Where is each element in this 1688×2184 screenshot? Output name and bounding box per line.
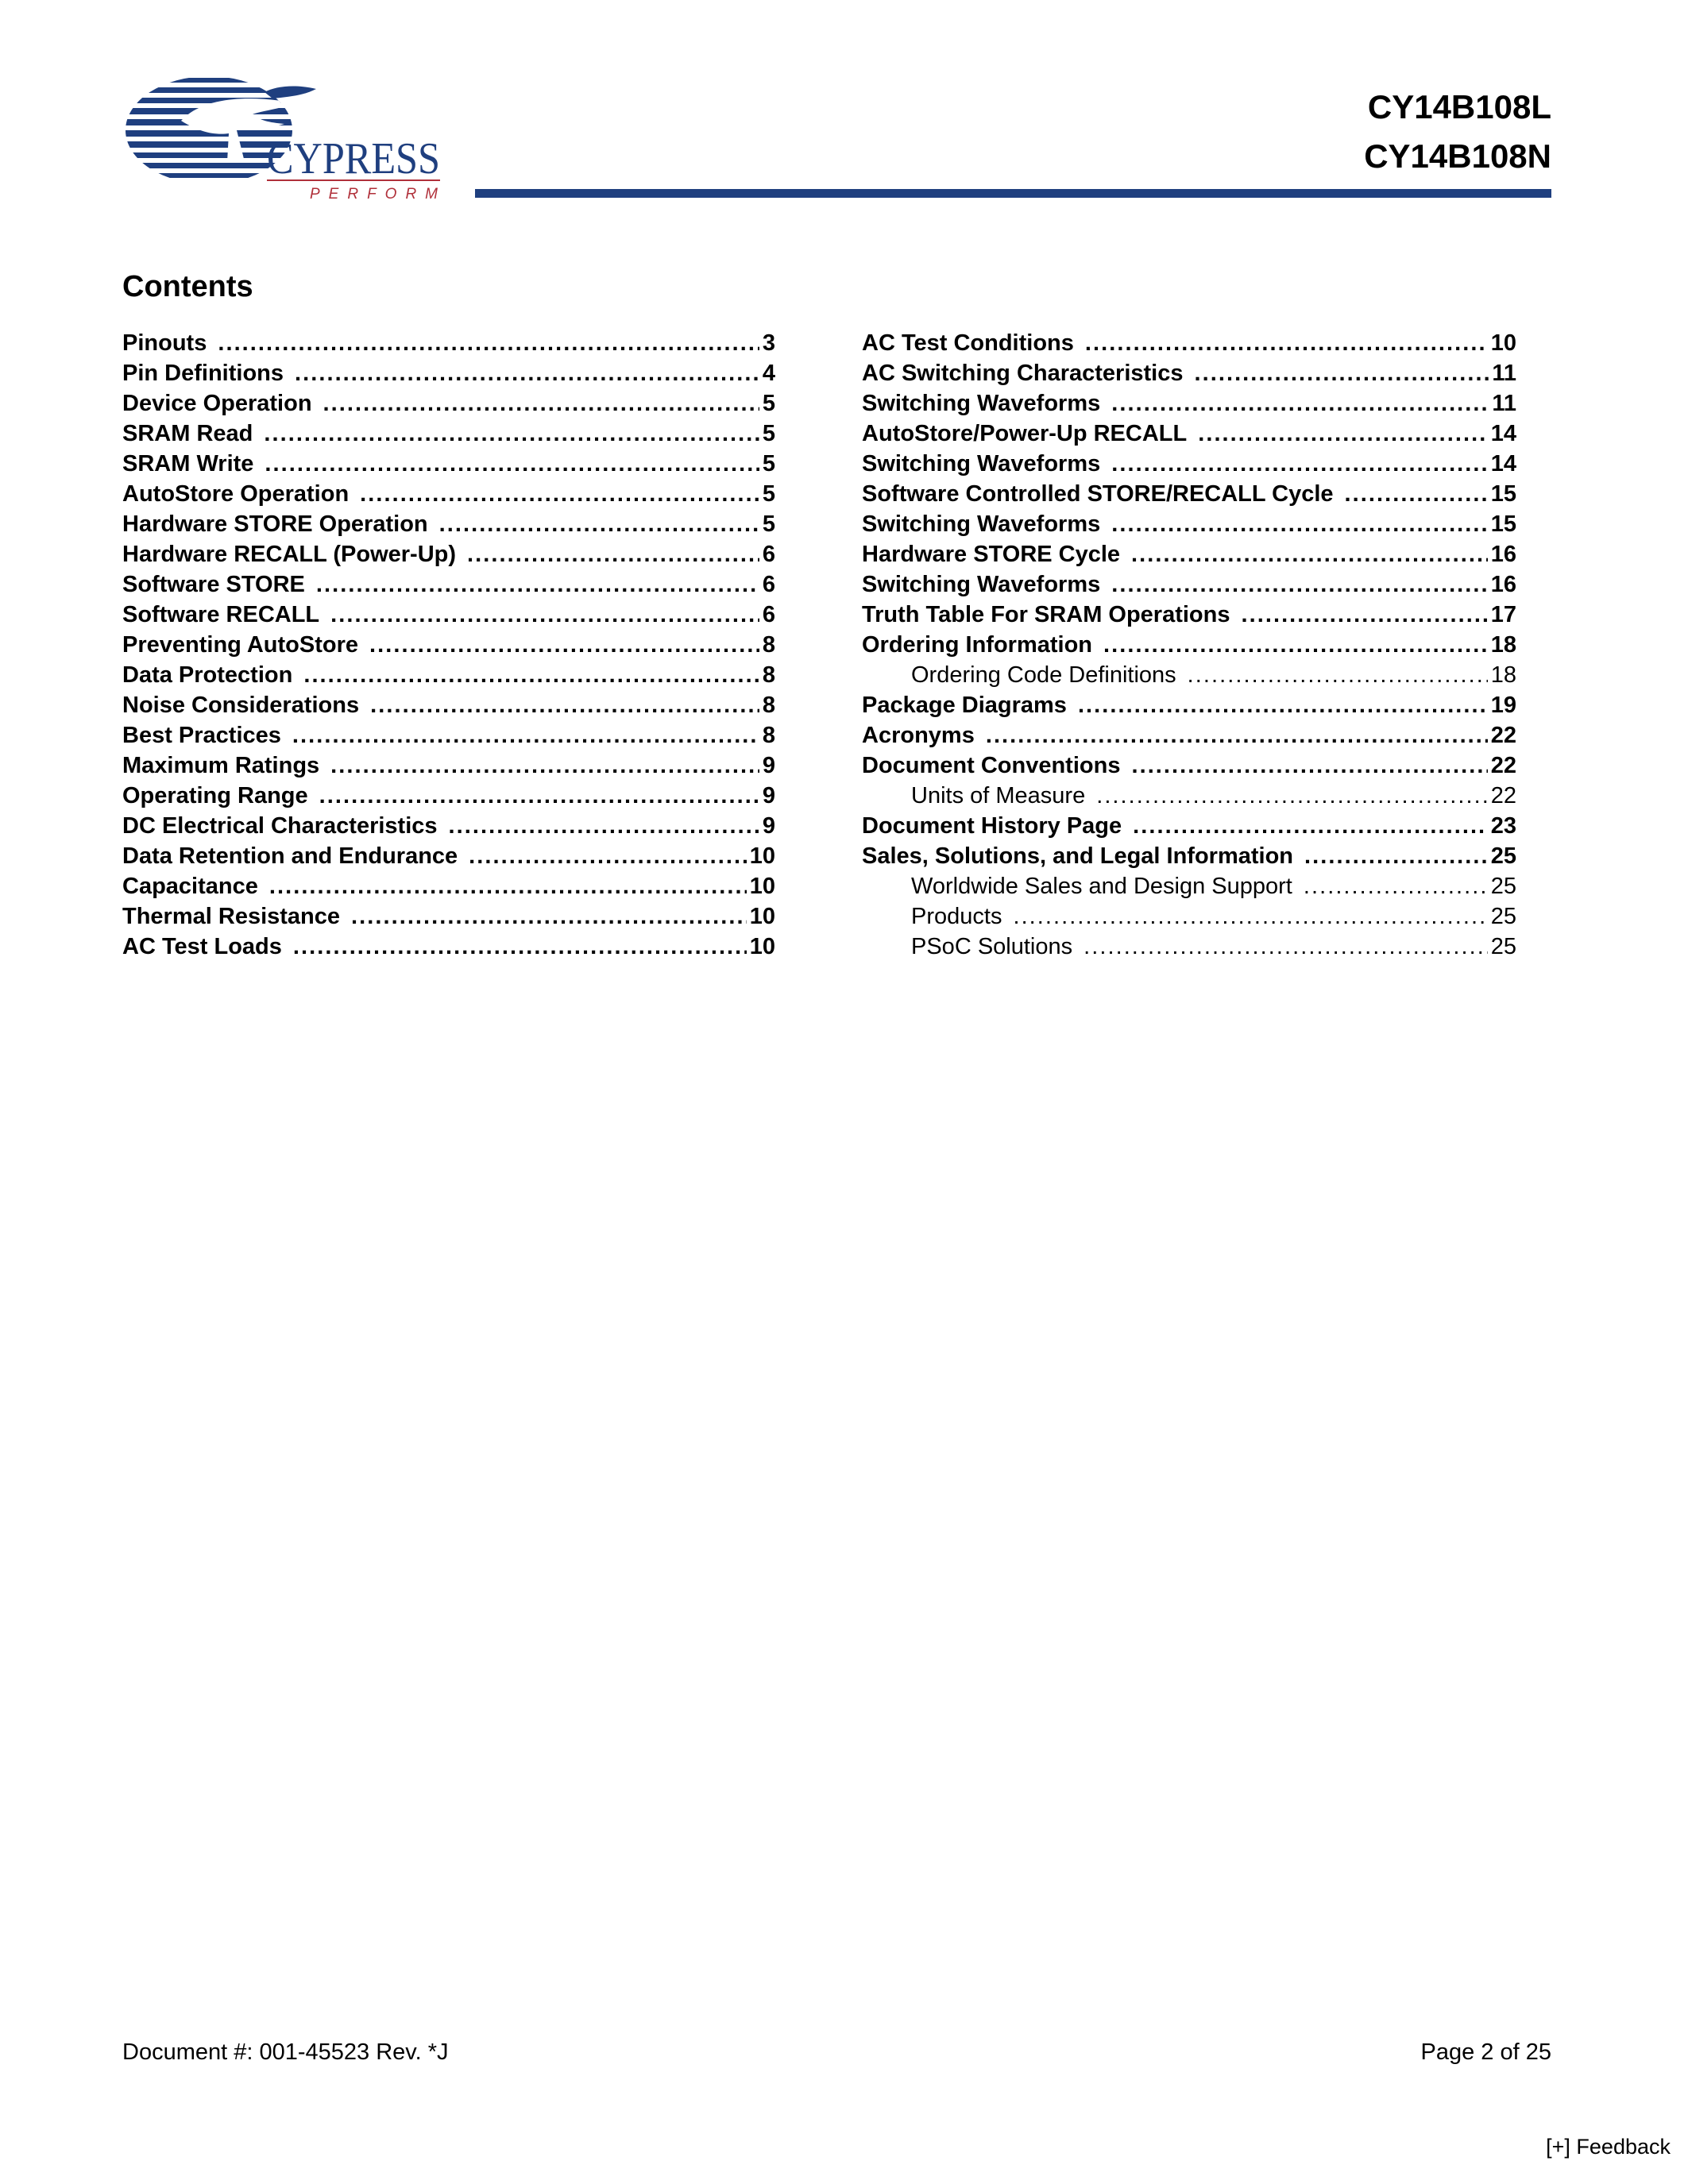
- toc-entry[interactable]: [122, 781, 775, 811]
- toc-entry-label: Worldwide Sales and Design Support: [911, 874, 1292, 899]
- toc-entry[interactable]: [122, 841, 775, 871]
- toc-entry-label: Acronyms: [862, 723, 975, 748]
- toc-entry-page: 16: [1490, 542, 1516, 567]
- logo-wordmark: CYPRESS: [267, 134, 440, 183]
- toc-entry-label: Hardware STORE Cycle: [862, 542, 1121, 567]
- toc-entry[interactable]: [862, 388, 1516, 419]
- toc-entry-page: 15: [1490, 481, 1516, 507]
- toc-dot-leader: [269, 871, 747, 901]
- toc-entry-label: SRAM Read: [122, 421, 253, 446]
- toc-entry-page: 22: [1490, 723, 1516, 748]
- toc-entry-label: Maximum Ratings: [122, 753, 320, 778]
- toc-entry-page: 9: [762, 753, 775, 778]
- toc-entry-label: Capacitance: [122, 874, 258, 899]
- toc-dot-leader: [265, 449, 759, 479]
- toc-entry-page: 19: [1490, 693, 1516, 718]
- toc-dot-leader: [295, 358, 759, 388]
- toc-dot-leader: [1096, 781, 1488, 811]
- toc-entry[interactable]: [862, 479, 1516, 509]
- toc-entry-label: Hardware STORE Operation: [122, 511, 428, 537]
- toc-dot-leader: [467, 539, 759, 569]
- toc-entry-page: 15: [1490, 511, 1516, 537]
- toc-dot-leader: [323, 388, 759, 419]
- toc-entry-label: Software Controlled STORE/RECALL Cycle: [862, 481, 1334, 507]
- toc-entry[interactable]: [122, 811, 775, 841]
- toc-dot-leader: [1111, 449, 1487, 479]
- toc-entry-label: Sales, Solutions, and Legal Information: [862, 843, 1294, 869]
- toc-entry[interactable]: [122, 358, 775, 388]
- toc-entry-page: 8: [762, 662, 775, 688]
- toc-entry-label: Truth Table For SRAM Operations: [862, 602, 1230, 627]
- toc-entry-page: 4: [762, 361, 775, 386]
- toc-dot-leader: [330, 751, 759, 781]
- toc-entry-page: 5: [762, 391, 775, 416]
- toc-dot-leader: [1133, 811, 1488, 841]
- toc-entry-page: 5: [762, 481, 775, 507]
- toc-entry[interactable]: [862, 328, 1516, 358]
- toc-entry[interactable]: [862, 600, 1516, 630]
- toc-entry-label: AC Switching Characteristics: [862, 361, 1184, 386]
- toc-entry-page: 23: [1490, 813, 1516, 839]
- toc-dot-leader: [1103, 630, 1488, 660]
- toc-dot-leader: [264, 419, 759, 449]
- toc-dot-leader: [316, 569, 759, 600]
- toc-entry-page: 5: [762, 511, 775, 537]
- toc-entry-label: Switching Waveforms: [862, 391, 1101, 416]
- toc-entry-label: Document Conventions: [862, 753, 1121, 778]
- part-numbers: [1364, 83, 1551, 181]
- toc-entry-label: Noise Considerations: [122, 693, 360, 718]
- toc-entry-page: 16: [1490, 572, 1516, 597]
- toc-entry[interactable]: [122, 720, 775, 751]
- toc-entry[interactable]: [862, 811, 1516, 841]
- toc-entry[interactable]: [862, 781, 1516, 811]
- toc-dot-leader: [351, 901, 747, 932]
- toc-entry-label: DC Electrical Characteristics: [122, 813, 438, 839]
- toc-entry[interactable]: [122, 901, 775, 932]
- toc-entry[interactable]: [122, 509, 775, 539]
- toc-entry-label: AutoStore/Power-Up RECALL: [862, 421, 1188, 446]
- toc-entry-page: 5: [762, 451, 775, 477]
- toc-dot-leader: [1195, 358, 1489, 388]
- toc-entry[interactable]: [122, 539, 775, 569]
- toc-entry-page: 11: [1492, 361, 1516, 386]
- toc-dot-leader: [1304, 841, 1488, 871]
- document-number: Document #: 001-45523 Rev. *J: [122, 2039, 449, 2065]
- toc-entry-page: 18: [1490, 662, 1516, 688]
- toc-entry-label: Hardware RECALL (Power-Up): [122, 542, 457, 567]
- toc-entry[interactable]: [122, 419, 775, 449]
- toc-entry[interactable]: [862, 720, 1516, 751]
- toc-entry-page: 6: [762, 602, 775, 627]
- toc-dot-leader: [1188, 660, 1488, 690]
- toc-entry-page: 25: [1490, 843, 1516, 869]
- toc-entry[interactable]: [862, 660, 1516, 690]
- toc-entry-page: 25: [1490, 904, 1516, 929]
- toc-column-right: [862, 328, 1516, 962]
- toc-entry-label: PSoC Solutions: [911, 934, 1073, 959]
- toc-entry-label: AC Test Conditions: [862, 330, 1074, 356]
- toc-entry-page: 11: [1492, 391, 1516, 416]
- toc-entry[interactable]: [862, 901, 1516, 932]
- toc-entry-label: Package Diagrams: [862, 693, 1067, 718]
- toc-entry[interactable]: [122, 660, 775, 690]
- toc-entry-page: 6: [762, 572, 775, 597]
- toc-entry-label: Ordering Code Definitions: [911, 662, 1176, 688]
- toc-entry[interactable]: [122, 871, 775, 901]
- feedback-link[interactable]: [+] Feedback: [1546, 2135, 1671, 2159]
- toc-dot-leader: [1131, 539, 1488, 569]
- toc-dot-leader: [292, 720, 759, 751]
- toc-entry[interactable]: [862, 841, 1516, 871]
- header-rule: [475, 189, 1551, 198]
- toc-entry-page: 8: [762, 693, 775, 718]
- toc-entry-page: 10: [749, 843, 775, 869]
- toc-dot-leader: [293, 932, 747, 962]
- toc-entry[interactable]: [862, 751, 1516, 781]
- toc-dot-leader: [1304, 871, 1488, 901]
- toc-entry[interactable]: [122, 751, 775, 781]
- toc-dot-leader: [1131, 751, 1487, 781]
- toc-entry-label: Pinouts: [122, 330, 207, 356]
- toc-entry-page: 8: [762, 632, 775, 658]
- toc-entry-label: Operating Range: [122, 783, 308, 808]
- toc-entry-page: 14: [1490, 421, 1516, 446]
- toc-dot-leader: [1345, 479, 1488, 509]
- toc-dot-leader: [986, 720, 1488, 751]
- toc-entry[interactable]: [122, 932, 775, 962]
- toc-entry-page: 22: [1490, 783, 1516, 808]
- toc-entry-page: 10: [749, 904, 775, 929]
- toc-dot-leader: [360, 479, 759, 509]
- toc-entry-label: Preventing AutoStore: [122, 632, 359, 658]
- toc-entry[interactable]: [862, 449, 1516, 479]
- toc-entry-label: Data Retention and Endurance: [122, 843, 458, 869]
- toc-dot-leader: [319, 781, 759, 811]
- toc-dot-leader: [1078, 690, 1488, 720]
- toc-entry-label: Software RECALL: [122, 602, 320, 627]
- toc-entry[interactable]: [122, 600, 775, 630]
- toc-entry-label: Best Practices: [122, 723, 281, 748]
- toc-dot-leader: [449, 811, 759, 841]
- toc-entry-page: 6: [762, 542, 775, 567]
- toc-entry-page: 17: [1490, 602, 1516, 627]
- toc-entry-label: AutoStore Operation: [122, 481, 350, 507]
- toc-entry-page: 22: [1490, 753, 1516, 778]
- toc-entry[interactable]: [862, 358, 1516, 388]
- toc-entry[interactable]: [122, 479, 775, 509]
- toc-dot-leader: [370, 690, 759, 720]
- toc-dot-leader: [1198, 419, 1488, 449]
- cypress-logo: [126, 75, 443, 210]
- toc-entry-label: Products: [911, 904, 1002, 929]
- toc-entry-page: 18: [1490, 632, 1516, 658]
- toc-entry-page: 8: [762, 723, 775, 748]
- toc-entry[interactable]: [862, 690, 1516, 720]
- toc-dot-leader: [1111, 388, 1489, 419]
- toc-entry[interactable]: [862, 509, 1516, 539]
- toc-entry[interactable]: [122, 690, 775, 720]
- toc-entry[interactable]: [122, 388, 775, 419]
- toc-entry[interactable]: [862, 569, 1516, 600]
- toc-dot-leader: [1242, 600, 1488, 630]
- toc-entry[interactable]: [862, 630, 1516, 660]
- toc-entry-label: Data Protection: [122, 662, 293, 688]
- toc-entry[interactable]: [122, 630, 775, 660]
- toc-entry-page: 10: [1490, 330, 1516, 356]
- toc-entry-label: Switching Waveforms: [862, 451, 1101, 477]
- toc-dot-leader: [1083, 932, 1488, 962]
- part-number: CY14B108L: [1367, 88, 1551, 125]
- toc-dot-leader: [369, 630, 759, 660]
- page-number: Page 2 of 25: [1420, 2039, 1551, 2065]
- toc-dot-leader: [1085, 328, 1488, 358]
- toc-entry-page: 10: [749, 874, 775, 899]
- toc-entry-page: 25: [1490, 934, 1516, 959]
- toc-entry-label: Pin Definitions: [122, 361, 284, 386]
- toc-entry-page: 25: [1490, 874, 1516, 899]
- toc-entry-label: Ordering Information: [862, 632, 1092, 658]
- toc-entry-label: Document History Page: [862, 813, 1122, 839]
- toc-dot-leader: [1013, 901, 1487, 932]
- logo-tagline: PERFORM: [310, 186, 443, 203]
- toc-entry[interactable]: [122, 449, 775, 479]
- toc-entry-label: Switching Waveforms: [862, 511, 1101, 537]
- toc-entry-page: 10: [749, 934, 775, 959]
- cypress-tree-logo-icon: [126, 75, 443, 210]
- toc-entry-page: 9: [762, 813, 775, 839]
- toc-entry-label: AC Test Loads: [122, 934, 282, 959]
- toc-dot-leader: [439, 509, 759, 539]
- toc-entry[interactable]: [122, 328, 775, 358]
- toc-entry-label: Device Operation: [122, 391, 312, 416]
- toc-dot-leader: [469, 841, 747, 871]
- toc-entry-label: Software STORE: [122, 572, 305, 597]
- toc-entry-page: 9: [762, 783, 775, 808]
- toc-entry-label: SRAM Write: [122, 451, 254, 477]
- toc-entry[interactable]: [862, 419, 1516, 449]
- toc-entry-page: 5: [762, 421, 775, 446]
- toc-dot-leader: [303, 660, 759, 690]
- toc-entry-page: 3: [762, 330, 775, 356]
- toc-entry-label: Thermal Resistance: [122, 904, 341, 929]
- part-number: CY14B108N: [1364, 137, 1551, 175]
- toc-dot-leader: [1111, 569, 1487, 600]
- toc-entry[interactable]: [862, 539, 1516, 569]
- toc-entry-label: Switching Waveforms: [862, 572, 1101, 597]
- toc-entry[interactable]: [862, 871, 1516, 901]
- toc-dot-leader: [218, 328, 759, 358]
- toc-dot-leader: [1111, 509, 1487, 539]
- toc-entry[interactable]: [862, 932, 1516, 962]
- contents-heading: Contents: [122, 270, 253, 303]
- toc-dot-leader: [330, 600, 759, 630]
- toc-column-left: [122, 328, 775, 962]
- toc-entry[interactable]: [122, 569, 775, 600]
- toc-entry-label: Units of Measure: [911, 783, 1086, 808]
- toc-entry-page: 14: [1490, 451, 1516, 477]
